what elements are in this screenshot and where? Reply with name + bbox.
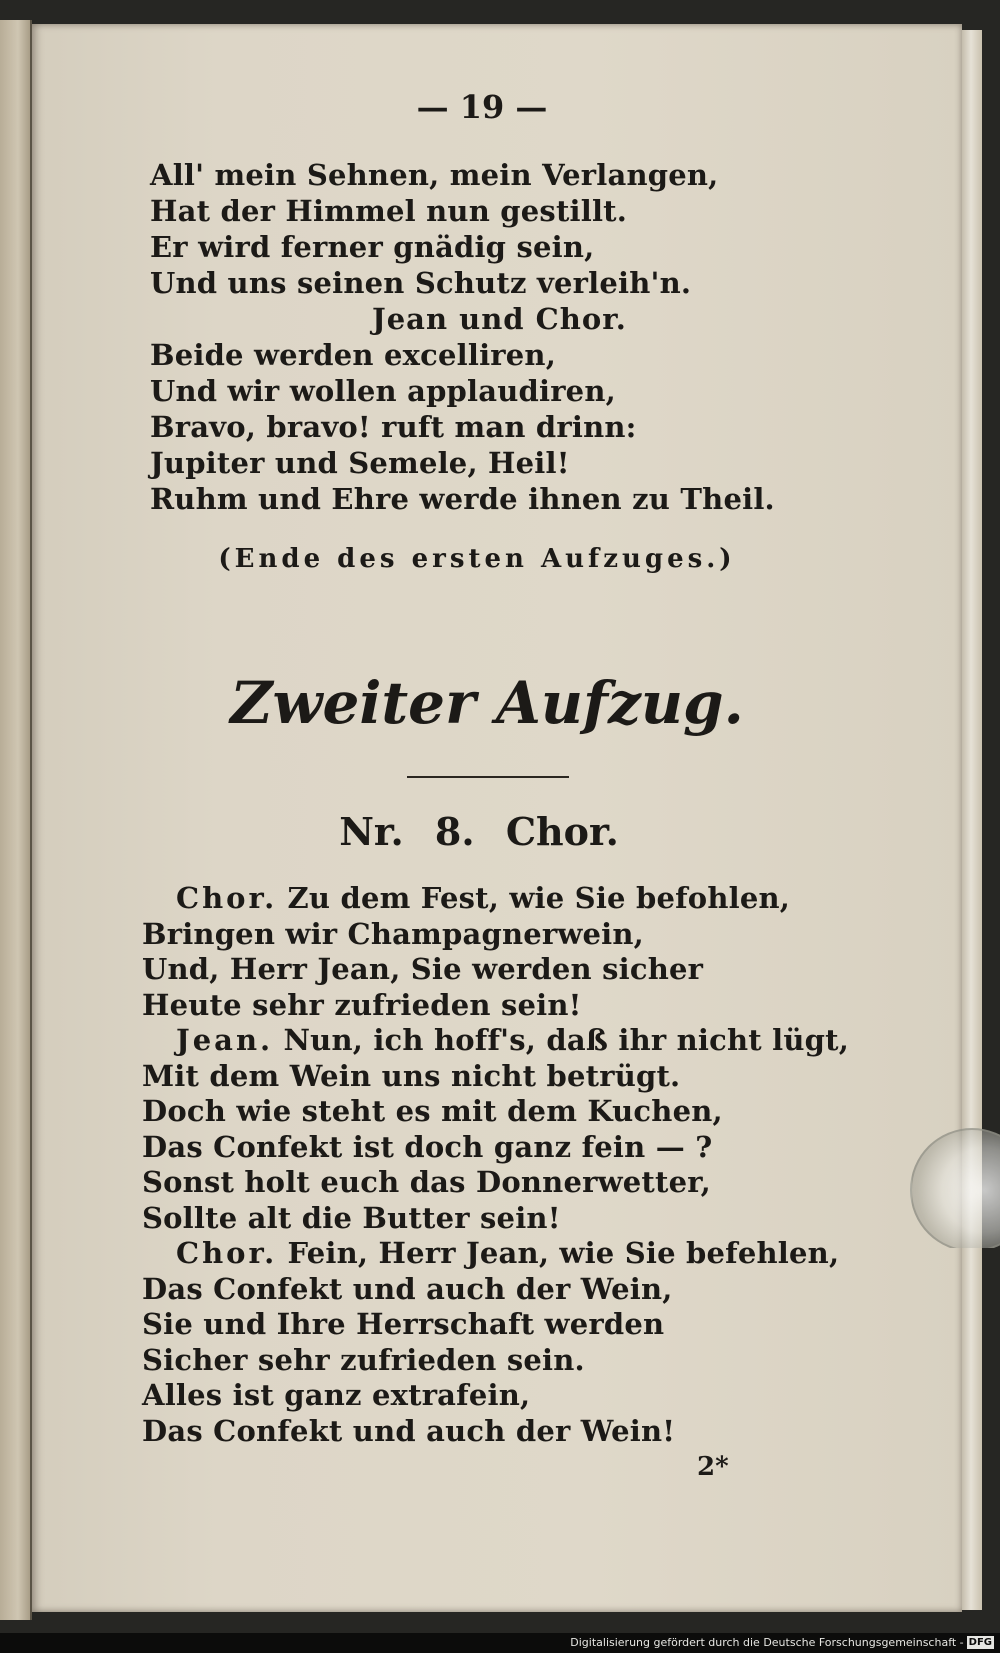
verse-line: Er wird ferner gnädig sein,: [150, 230, 595, 264]
dialogue-line: Das Confekt und auch der Wein,: [142, 1271, 673, 1306]
verse-line: Jupiter und Semele, Heil!: [150, 446, 570, 480]
dialogue-line: [142, 1236, 849, 1272]
title-divider: [407, 776, 569, 778]
dialogue-line: Das Confekt ist doch ganz fein — ?: [142, 1129, 713, 1164]
lens-icon: [910, 1128, 1000, 1248]
speaker-name: Chor.: [176, 881, 278, 915]
digitization-credit: [570, 1636, 994, 1649]
speaker-name: Jean.: [176, 1023, 274, 1057]
dialogue-line: Doch wie steht es mit dem Kuchen,: [142, 1094, 723, 1128]
dialogue-line: Das Confekt und auch der Wein!: [142, 1413, 676, 1448]
verse-line: All' mein Sehnen, mein Verlangen,: [150, 158, 719, 192]
verse-line: Bravo, bravo! ruft man drinn:: [150, 410, 637, 444]
dialogue-line: Bringen wir Champagnerwein,: [142, 916, 644, 951]
dialogue-line: Mit dem Wein uns nicht betrügt.: [142, 1058, 681, 1093]
dialogue-line: Sie und Ihre Herrschaft werden: [142, 1307, 665, 1341]
scene-dialogue: [142, 881, 849, 1449]
speaker-name: Chor.: [176, 1236, 278, 1270]
dialogue-text: Nun, ich hoff's, daß ihr nicht lügt,: [283, 1023, 850, 1057]
credit-text: Digitalisierung gefördert durch die Deutsche Forschungsgemeinschaft -: [570, 1636, 964, 1649]
verse-line: Beide werden excelliren,: [150, 338, 557, 372]
number-heading: Nr. 8. Chor.: [339, 809, 619, 854]
dialogue-line: Alles ist ganz extrafein,: [142, 1378, 531, 1412]
speaker-heading: Jean und Chor.: [372, 302, 627, 336]
dialogue-line: Und, Herr Jean, Sie werden sicher: [142, 952, 704, 986]
dialogue-line: Sonst holt euch das Donnerwetter,: [142, 1165, 711, 1199]
page-right-edge: [960, 30, 982, 1610]
verse-line: Und wir wollen applaudiren,: [150, 374, 616, 408]
dialogue-text: Zu dem Fest, wie Sie befohlen,: [287, 881, 791, 915]
page-content: [32, 24, 962, 1612]
magnifier-lens-artifact: [910, 1128, 1000, 1248]
dialogue-line: Heute sehr zufrieden sein!: [142, 987, 582, 1022]
verse-block-top: [150, 157, 775, 517]
verse-line: Und uns seinen Schutz verleih'n.: [150, 266, 692, 300]
dialogue-line: [142, 881, 849, 917]
dialogue-line: [142, 1023, 849, 1059]
dfg-logo-icon: DFG: [968, 1637, 992, 1648]
dialogue-text: Fein, Herr Jean, wie Sie befehlen,: [287, 1236, 840, 1270]
book-page: [32, 24, 962, 1612]
signature-mark: 2*: [697, 1452, 729, 1482]
dialogue-line: Sicher sehr zufrieden sein.: [142, 1342, 585, 1377]
verse-line: Hat der Himmel nun gestillt.: [150, 194, 628, 228]
act-title: Zweiter Aufzug.: [230, 669, 744, 737]
page-number: — 19 —: [416, 88, 548, 126]
verse-line: Ruhm und Ehre werde ihnen zu Theil.: [150, 482, 775, 516]
dialogue-line: Sollte alt die Butter sein!: [142, 1200, 561, 1235]
act-end-note: (Ende des ersten Aufzuges.): [218, 544, 736, 574]
